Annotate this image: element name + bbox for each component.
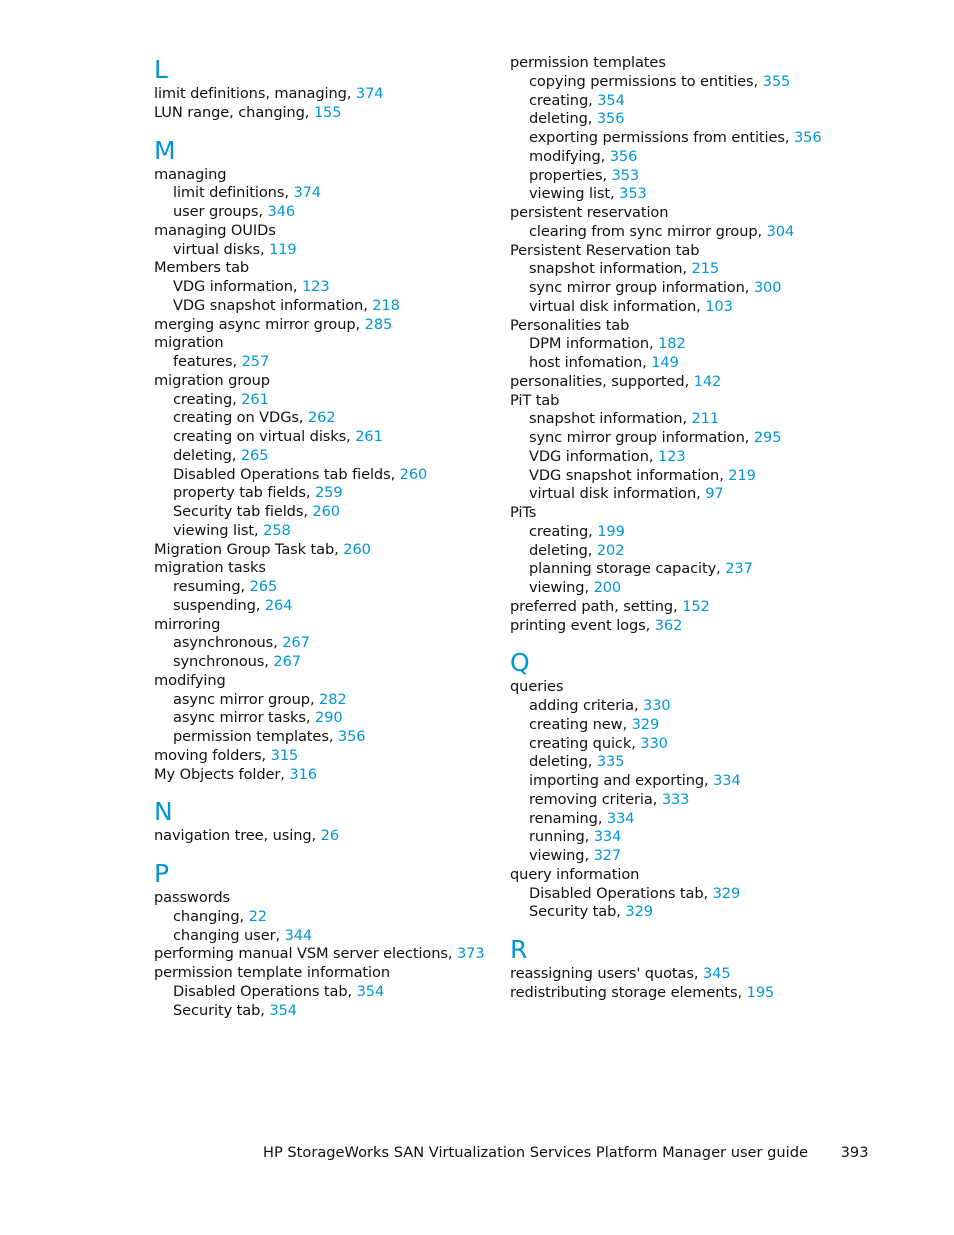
index-subentry (154, 484, 494, 503)
index-subentry (154, 709, 494, 728)
index-entry (154, 889, 494, 908)
entry-text: PiT tab (510, 391, 560, 409)
page-link[interactable]: 202 (596, 541, 625, 559)
page-link[interactable]: 149 (651, 354, 679, 371)
section-letter: N (154, 797, 173, 827)
entry-text: creating on virtual disks, (173, 428, 351, 445)
entry-text: queries (510, 678, 564, 696)
entry-text: creating on VDGs, (173, 409, 304, 427)
entry-text: running, (529, 828, 590, 846)
page-link[interactable]: 155 (313, 103, 342, 121)
index-subentry (154, 691, 494, 710)
index-entry (154, 747, 494, 766)
index-entry (510, 866, 840, 885)
index-entry (510, 242, 840, 261)
entry-text: Security tab fields, (173, 503, 308, 520)
page-link[interactable]: 259 (314, 484, 343, 502)
page-link[interactable]: 22 (248, 907, 267, 925)
entry-text: creating new, (529, 715, 628, 733)
page-link[interactable]: 329 (712, 884, 741, 902)
entry-text: virtual disks, (173, 240, 265, 258)
index-entry (154, 559, 494, 578)
index-entry (510, 504, 840, 523)
index-subentry (510, 185, 840, 204)
entry-text: redistributing storage elements, (510, 983, 743, 1001)
index-entry (154, 616, 494, 635)
entry-text: snapshot information, (529, 260, 687, 278)
page-link[interactable]: 354 (269, 1001, 297, 1019)
page-link[interactable]: 344 (284, 926, 313, 944)
index-subentry (510, 847, 840, 866)
page-link[interactable]: 354 (597, 91, 625, 109)
page-link[interactable]: 26 (320, 827, 340, 845)
index-entry (510, 373, 840, 392)
page-link[interactable]: 282 (319, 690, 347, 708)
entry-text: async mirror tasks, (173, 709, 311, 727)
index-subentry (510, 560, 840, 579)
index-subentry (510, 92, 840, 111)
entry-text: suspending, (173, 596, 261, 614)
page-link[interactable]: 334 (606, 809, 635, 827)
section-letter: P (154, 859, 170, 888)
index-subentry (510, 410, 840, 429)
index-subentry (510, 429, 840, 448)
page-link[interactable]: 374 (355, 85, 384, 102)
index-subentry (510, 148, 840, 167)
index-subentry (154, 634, 494, 653)
page-link[interactable]: 362 (654, 616, 683, 634)
entry-text: creating, (529, 522, 593, 540)
index-entry (154, 541, 494, 560)
entry-text: viewing, (529, 579, 590, 596)
entry-text: resuming, (173, 578, 246, 595)
page-link[interactable]: 356 (596, 110, 625, 128)
page-link[interactable]: 103 (705, 297, 733, 315)
entry-text: modifying, (529, 147, 606, 165)
entry-text: removing criteria, (529, 790, 658, 808)
index-section (154, 55, 494, 123)
entry-text: exporting permissions from entities, (529, 129, 790, 146)
entry-text: changing user, (173, 926, 281, 944)
index-section (510, 54, 840, 635)
index-entry (154, 259, 494, 278)
index-entry (154, 672, 494, 691)
entry-text: features, (173, 353, 238, 370)
index-entry (154, 372, 494, 391)
index-subentry (510, 716, 840, 735)
index-entry (154, 334, 494, 353)
entry-text: viewing list, (173, 521, 259, 539)
page-link[interactable]: 265 (240, 446, 269, 464)
entry-text: permission templates (510, 54, 666, 71)
page-link[interactable]: 295 (753, 429, 782, 446)
index-subentry (154, 428, 494, 447)
index-entry (510, 204, 840, 223)
index-entry (154, 316, 494, 335)
index-section (154, 859, 494, 1020)
page-link[interactable]: 265 (249, 578, 278, 595)
entry-text: copying permissions to entities, (529, 72, 759, 90)
index-entry (510, 598, 840, 617)
entry-text: importing and exporting, (529, 772, 709, 789)
page-link[interactable]: 353 (619, 185, 647, 203)
entry-text: modifying (154, 671, 226, 689)
index-subentry (510, 810, 840, 829)
index-subentry (154, 391, 494, 410)
entry-text: creating quick, (529, 734, 636, 752)
page-link[interactable]: 260 (343, 540, 371, 558)
page-link[interactable]: 356 (793, 129, 822, 146)
page-link[interactable]: 316 (289, 765, 317, 783)
entry-text: Members tab (154, 259, 250, 277)
index-section (510, 648, 840, 922)
entry-text: managing OUIDs (154, 221, 276, 239)
index-entry (510, 965, 840, 984)
page-link[interactable]: 123 (657, 447, 686, 465)
section-letter: Q (510, 648, 530, 678)
index-subentry (510, 110, 840, 129)
entry-text: limit definitions, managing, (154, 85, 352, 102)
index-subentry (154, 728, 494, 747)
entry-text: preferred path, setting, (510, 597, 678, 615)
page-link[interactable]: 285 (364, 315, 393, 333)
entry-text: adding criteria, (529, 697, 639, 714)
index-subentry (510, 167, 840, 186)
index-subentry (154, 597, 494, 616)
entry-text: migration (154, 334, 224, 352)
page-link[interactable]: 300 (753, 279, 782, 296)
entry-text: synchronous, (173, 653, 269, 670)
page-link[interactable]: 261 (355, 428, 383, 445)
index-subentry (154, 927, 494, 946)
index-subentry (154, 203, 494, 222)
index-column-right (510, 54, 840, 1016)
entry-text: VDG information, (529, 447, 654, 465)
index-subentry (510, 828, 840, 847)
page-link[interactable]: 346 (267, 203, 296, 220)
page-footer (263, 1144, 868, 1162)
page-link[interactable]: 119 (269, 240, 297, 258)
index-entry (154, 85, 494, 104)
entry-text: Disabled Operations tab, (529, 884, 709, 902)
page-link[interactable]: 355 (762, 72, 791, 90)
index-entry (510, 617, 840, 636)
page-link[interactable]: 258 (263, 521, 291, 539)
index-subentry (510, 129, 840, 148)
page-link[interactable]: 373 (456, 945, 485, 963)
index-entry (154, 827, 494, 846)
entry-text: persistent reservation (510, 204, 669, 221)
entry-text: deleting, (173, 446, 237, 464)
entry-text: migration tasks (154, 559, 266, 577)
entry-text: permission template information (154, 964, 390, 981)
page-link[interactable]: 353 (611, 166, 640, 184)
entry-text: personalities, supported, (510, 372, 690, 390)
entry-text: Disabled Operations tab fields, (173, 465, 396, 483)
page-link[interactable]: 329 (625, 903, 653, 921)
index-entry (154, 945, 494, 964)
entry-text: renaming, (529, 809, 603, 827)
page-link[interactable]: 152 (682, 597, 710, 615)
entry-text: Security tab, (173, 1001, 265, 1019)
entry-text: VDG snapshot information, (529, 466, 724, 484)
entry-text: Personalities tab (510, 316, 630, 334)
entry-text: query information (510, 865, 640, 883)
index-section (510, 935, 840, 1003)
entry-text: Disabled Operations tab, (173, 982, 353, 1000)
entry-text: snapshot information, (529, 410, 687, 428)
entry-text: deleting, (529, 110, 593, 128)
index-subentry (510, 467, 840, 486)
index-entry (510, 678, 840, 697)
entry-text: merging async mirror group, (154, 315, 361, 333)
entry-text: creating, (529, 91, 593, 109)
index-subentry (510, 903, 840, 922)
index-entry (154, 766, 494, 785)
entry-text: limit definitions, (173, 184, 289, 202)
page-link[interactable]: 97 (705, 485, 724, 503)
page-link[interactable]: 327 (593, 847, 622, 864)
entry-text: DPM information, (529, 335, 654, 353)
page-link[interactable]: 356 (337, 728, 366, 745)
index-subentry (510, 697, 840, 716)
entry-text: migration group (154, 371, 270, 389)
index-subentry (510, 791, 840, 810)
entry-text: printing event logs, (510, 616, 651, 634)
index-subentry (154, 409, 494, 428)
entry-text: passwords (154, 889, 230, 906)
entry-text: PiTs (510, 504, 537, 521)
entry-text: performing manual VSM server elections, (154, 945, 453, 963)
index-section (154, 797, 494, 846)
index-entry (510, 54, 840, 73)
index-subentry (154, 241, 494, 260)
page-link[interactable]: 215 (691, 260, 720, 278)
index-subentry (510, 579, 840, 598)
index-subentry (154, 983, 494, 1002)
entry-text: properties, (529, 166, 608, 184)
index-subentry (510, 485, 840, 504)
page-link[interactable]: 329 (631, 715, 660, 733)
index-entry (154, 222, 494, 241)
entry-text: viewing list, (529, 185, 615, 203)
page-number: 393 (840, 1144, 869, 1161)
index-subentry (510, 279, 840, 298)
page-link[interactable]: 374 (293, 184, 321, 202)
entry-text: permission templates, (173, 728, 334, 745)
index-entry (510, 317, 840, 336)
index-column-left (154, 55, 494, 1033)
index-entry (154, 104, 494, 123)
page-link[interactable]: 219 (728, 466, 756, 484)
page-link[interactable]: 123 (301, 278, 330, 295)
index-subentry (154, 653, 494, 672)
index-entry (510, 984, 840, 1003)
entry-text: LUN range, changing, (154, 103, 310, 121)
entry-text: deleting, (529, 541, 593, 559)
page-link[interactable]: 354 (356, 982, 385, 1000)
index-subentry (510, 73, 840, 92)
page-link[interactable]: 182 (658, 335, 686, 353)
entry-text: Security tab, (529, 903, 621, 921)
page-link[interactable]: 211 (691, 410, 720, 428)
entry-text: mirroring (154, 615, 221, 633)
page-link[interactable]: 260 (399, 465, 428, 483)
index-subentry (510, 885, 840, 904)
footer-title: HP StorageWorks SAN Virtualization Services Platform Manager user guide (263, 1144, 808, 1161)
entry-text: VDG snapshot information, (173, 296, 368, 314)
entry-text: navigation tree, using, (154, 827, 317, 845)
entry-text: deleting, (529, 753, 593, 771)
page-link[interactable]: 290 (314, 709, 343, 727)
index-subentry (510, 542, 840, 561)
index-subentry (154, 297, 494, 316)
index-subentry (510, 335, 840, 354)
page-link[interactable]: 356 (609, 147, 638, 165)
index-subentry (154, 522, 494, 541)
page-link[interactable]: 218 (372, 296, 400, 314)
entry-text: changing, (173, 907, 245, 925)
index-subentry (154, 466, 494, 485)
entry-text: asynchronous, (173, 634, 278, 652)
page-link[interactable]: 315 (270, 746, 299, 764)
index-subentry (510, 523, 840, 542)
entry-text: planning storage capacity, (529, 560, 721, 578)
page-link[interactable]: 195 (746, 983, 775, 1001)
page-link[interactable]: 334 (593, 828, 622, 846)
index-subentry (510, 354, 840, 373)
index-subentry (154, 447, 494, 466)
index-entry (154, 964, 494, 983)
entry-text: moving folders, (154, 746, 267, 764)
entry-text: sync mirror group information, (529, 279, 750, 296)
section-letter: L (154, 55, 168, 84)
page-link[interactable]: 335 (596, 753, 625, 771)
index-subentry (510, 260, 840, 279)
index-subentry (510, 448, 840, 467)
page-link[interactable]: 330 (640, 734, 668, 752)
page-link[interactable]: 260 (312, 503, 340, 520)
page-link[interactable]: 262 (308, 409, 336, 427)
page-link[interactable]: 267 (282, 634, 310, 652)
index-subentry (154, 353, 494, 372)
entry-text: reassigning users' quotas, (510, 965, 699, 982)
entry-text: My Objects folder, (154, 765, 285, 783)
index-entry (510, 392, 840, 411)
entry-text: user groups, (173, 203, 263, 220)
page-link[interactable]: 267 (273, 653, 301, 670)
index-subentry (154, 278, 494, 297)
section-letter: R (510, 935, 528, 964)
entry-text: creating, (173, 390, 237, 408)
index-section (154, 136, 494, 785)
page-link[interactable]: 333 (661, 790, 690, 808)
page-link[interactable]: 334 (713, 772, 741, 789)
index-subentry (510, 772, 840, 791)
index-subentry (510, 753, 840, 772)
entry-text: Migration Group Task tab, (154, 540, 339, 558)
entry-text: clearing from sync mirror group, (529, 222, 763, 240)
index-entry (154, 166, 494, 185)
page-link[interactable]: 237 (725, 560, 753, 578)
entry-text: managing (154, 165, 227, 183)
page-link[interactable]: 142 (693, 372, 722, 390)
page-link[interactable]: 257 (241, 353, 270, 370)
entry-text: async mirror group, (173, 690, 315, 708)
index-subentry (154, 908, 494, 927)
page-link[interactable]: 345 (702, 965, 731, 982)
entry-text: sync mirror group information, (529, 429, 750, 446)
index-subentry (154, 503, 494, 522)
page-link[interactable]: 199 (597, 522, 625, 540)
page-link[interactable]: 261 (241, 390, 269, 408)
index-subentry (510, 223, 840, 242)
entry-text: property tab fields, (173, 484, 311, 502)
index-subentry (154, 1002, 494, 1021)
entry-text: virtual disk information, (529, 485, 701, 503)
entry-text: host infomation, (529, 354, 647, 371)
entry-text: Persistent Reservation tab (510, 241, 700, 259)
page-link[interactable]: 264 (264, 596, 293, 614)
section-letter: M (154, 135, 176, 165)
entry-text: VDG information, (173, 278, 298, 295)
entry-text: virtual disk information, (529, 297, 701, 315)
page-link[interactable]: 200 (593, 579, 622, 596)
entry-text: viewing, (529, 847, 590, 864)
index-subentry (510, 735, 840, 754)
index-subentry (510, 298, 840, 317)
index-subentry (154, 184, 494, 203)
page-link[interactable]: 330 (643, 697, 671, 714)
page-link[interactable]: 304 (766, 222, 795, 240)
index-subentry (154, 578, 494, 597)
